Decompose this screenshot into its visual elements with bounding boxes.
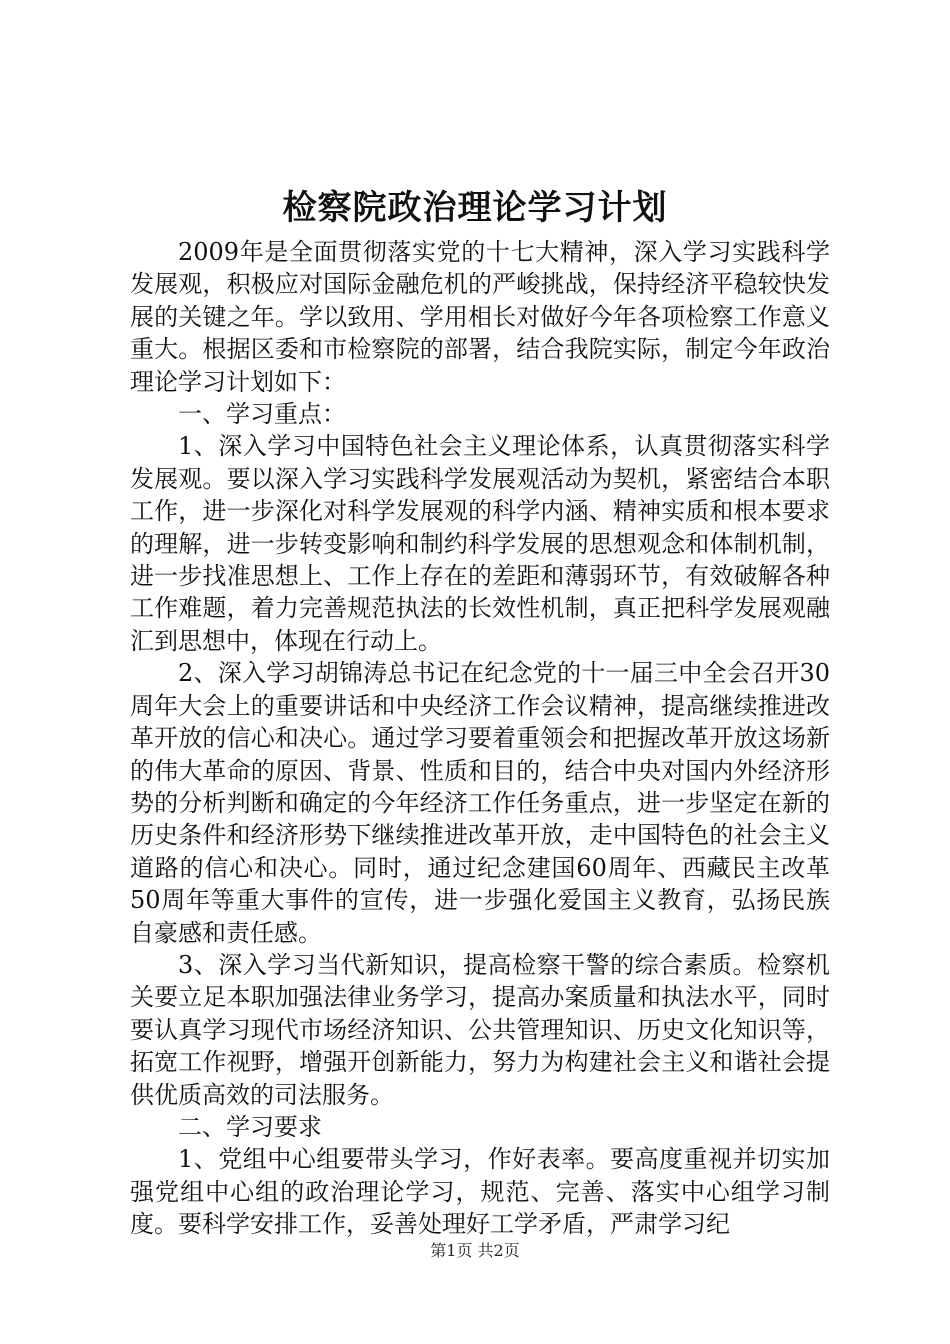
heading-study-requirements: 二、学习要求 <box>178 1112 322 1141</box>
heading-study-focus: 一、学习重点： <box>178 400 346 429</box>
paragraph-focus-1: 1、深入学习中国特色社会主义理论体系，认真贯彻落实科学发展观。要以深入学习实践科学发展观活动为契机，紧密结合本职工作，进一步深化对科学发展观的科学内涵、精神实质和根本要求的理解，进一步转变影响和制约科学发展的思想观念和体制机制，进一步找准思想上、工作上存在的差距和薄弱环节，有效破解各种工作难题，着力完善规范执法的长效性机制，真正把科学发展观融汇到思想中，体现在行动上。 <box>130 432 830 655</box>
paragraph-focus-2: 2、深入学习胡锦涛总书记在纪念党的十一届三中全会召开30周年大会上的重要讲话和中央经济工作会议精神，提高继续推进改革开放的信心和决心。通过学习要着重领会和把握改革开放这场新的伟大革命的原因、背景、性质和目的，结合中央对国内外经济形势的分析判断和确定的今年经济工作任务重点，进一步坚定在新的历史条件和经济形势下继续推进改革开放，走中国特色的社会主义道路的信心和决心。同时，通过纪念建国60周年、西藏民主改革50周年等重大事件的宣传，进一步强化爱国主义教育，弘扬民族自豪感和责任感。 <box>130 659 830 947</box>
document-body <box>130 236 830 1241</box>
document-title: 检察院政治理论学习计划 <box>282 188 668 228</box>
paragraph-intro: 2009年是全面贯彻落实党的十七大精神，深入学习实践科学发展观，积极应对国际金融危机的严峻挑战，保持经济平稳较快发展的关键之年。学以致用、学用相长对做好今年各项检察工作意义重大。根据区委和市检察院的部署，结合我院实际，制定今年政治理论学习计划如下： <box>130 238 830 396</box>
paragraph-focus-3: 3、深入学习当代新知识，提高检察干警的综合素质。检察机关要立足本职加强法律业务学习，提高办案质量和执法水平，同时要认真学习现代市场经济知识、公共管理知识、历史文化知识等，拓宽工作视野，增强开创新能力，努力为构建社会主义和谐社会提供优质高效的司法服务。 <box>130 950 830 1109</box>
page-footer: 第1页 共2页 <box>430 1241 520 1260</box>
paragraph-requirement-1: 1、党组中心组要带头学习，作好表率。要高度重视并切实加强党组中心组的政治理论学习，规范、完善、落实中心组学习制度。要科学安排工作，妥善处理好工学矛盾，严肃学习纪 <box>130 1145 830 1239</box>
